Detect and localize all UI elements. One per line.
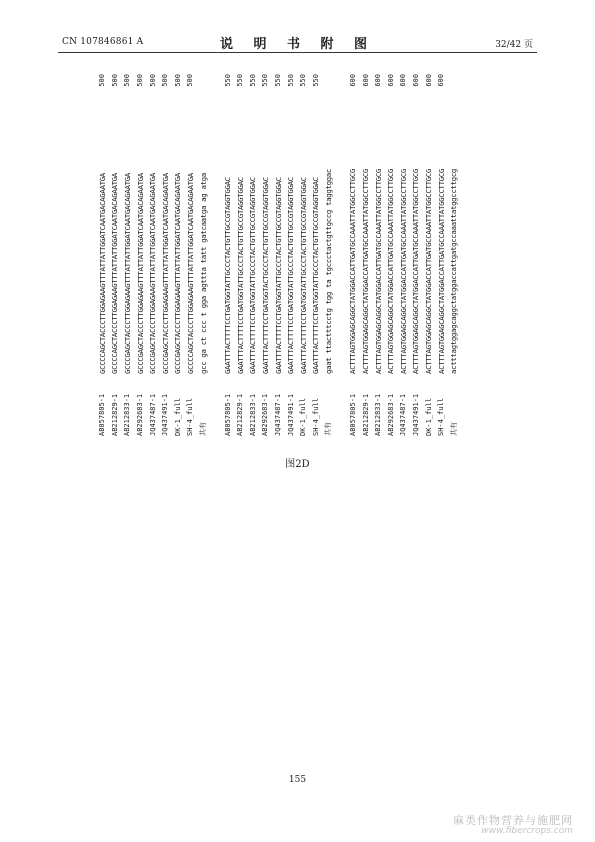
sequence-text: GAATTTACTTTTCCTGATGGTATTGCCCTACTGTTGCCGTAGGTGGAC <box>298 177 308 374</box>
sequence-row <box>347 66 360 436</box>
sequence-label: JQ437491-1 <box>286 393 295 436</box>
sequence-row <box>234 66 247 436</box>
sequence-row <box>184 66 197 436</box>
sequence-text: gaat ttactttcctg tgg ta tgccctactgttgccg taggtggac <box>323 169 333 374</box>
sequence-label: AB212829-1 <box>361 393 370 436</box>
sequence-label: AB292683-1 <box>261 393 270 436</box>
sequence-label: DK-1_full <box>299 398 308 436</box>
sequence-label: 共有 <box>199 422 208 436</box>
section-title: 说 明 书 附 图 <box>219 37 376 52</box>
sequence-row <box>284 66 297 436</box>
sequence-row <box>310 66 323 436</box>
sequence-text: GAATTTACTTTTCCTGATGGTATTGCCCTACTGTTGCCGTAGGTGGAC <box>273 177 283 374</box>
sequence-label: AB212829-1 <box>110 393 119 436</box>
sequence-label: AB212833-1 <box>374 393 383 436</box>
sequence-text: GCCCGAGCTACCCTTGGAGAAGTTTATTATTGGATCAATGACAGAATGA <box>173 173 183 374</box>
sequence-label: AB057805-1 <box>223 393 232 436</box>
position-number: 600 <box>386 74 395 87</box>
sequence-text: GAATTTACTTTTCCTGATGGTATTGCCCTACTGTTGCCGTAGGTGGAC <box>286 177 296 374</box>
sequence-text: ACTTTAGTGGAGCAGGCTATGGACCATTGATGCCAAATTATGGCCTTGCG <box>386 169 396 374</box>
position-number: 550 <box>248 74 257 87</box>
sequence-row <box>96 66 109 436</box>
position-number: 500 <box>161 74 170 87</box>
sequence-label: AB212829-1 <box>236 393 245 436</box>
figure-caption: 图2D <box>285 459 310 470</box>
sequence-row <box>359 66 372 436</box>
sequence-text: GCCCCAGCTACCCTTGGAGAAGTTTATTATTGGATCAATGACAGAATGA <box>97 173 107 374</box>
sequence-text: actttagtggagcaggctatggaccattgatgccaaattatggccttgcg <box>449 169 459 374</box>
sequence-text: GAATTTACTTTTCCTGATGGTATTGCCCTACTGTTGCCGTAGGTGGAC <box>223 177 233 374</box>
sequence-label: AB292683-1 <box>386 393 395 436</box>
sequence-label: 共有 <box>324 422 333 436</box>
position-number: 600 <box>399 74 408 87</box>
sequence-row <box>172 66 185 436</box>
sequence-label: SH-4_full <box>437 398 446 436</box>
sequence-text: GCCCCAGCTACCCTTGGAGAAGTTTATTATTGGATCAATGACAGAATGA <box>110 173 120 374</box>
rotated-alignment <box>96 66 472 436</box>
page-reference: 32/42 页 <box>495 40 533 50</box>
position-number: 500 <box>186 74 195 87</box>
watermark-url: www.fibercrops.com <box>481 826 573 836</box>
sequence-row <box>435 66 448 436</box>
page-number: 155 <box>288 775 307 785</box>
sequence-label: AB212833-1 <box>123 393 132 436</box>
sequence-row <box>259 66 272 436</box>
consensus-row <box>197 66 210 436</box>
sequence-row <box>221 66 234 436</box>
sequence-row <box>422 66 435 436</box>
position-number: 550 <box>274 74 283 87</box>
sequence-text: GCCCCAGCTACCCTTGGAGAAGTTTATTATTGGATCAATGACAGAATGA <box>185 173 195 374</box>
position-number: 600 <box>411 74 420 87</box>
sequence-label: JQ437487-1 <box>399 393 408 436</box>
sequence-text: ACTTTAGTGGAGCAGGCTATGGACCATTGATGCCAAATTATGGCCTTGCG <box>398 169 408 374</box>
position-number: 600 <box>374 74 383 87</box>
sequence-label: AB292683-1 <box>136 393 145 436</box>
sequence-text: ACTTTAGTGGAGCAGGCTATGGACCATTGATGCCAAATTATGGCCTTGCG <box>424 169 434 374</box>
position-number: 600 <box>348 74 357 87</box>
sequence-text: GAATTTACTTTTCCTGATGGTACTGCCCTACTGTTGCCGTAGGTGGAC <box>260 177 270 374</box>
sequence-row <box>397 66 410 436</box>
position-number: 550 <box>311 74 320 87</box>
position-number: 500 <box>148 74 157 87</box>
position-number: 550 <box>286 74 295 87</box>
sequence-text: GCCCGAGCTACCCTTGGAGAAGTTTATTATTGGATCAATGACAGAATGA <box>160 173 170 374</box>
sequence-row <box>121 66 134 436</box>
position-number: 500 <box>98 74 107 87</box>
consensus-row <box>322 66 335 436</box>
sequence-row <box>134 66 147 436</box>
sequence-row <box>247 66 260 436</box>
alignment-block <box>347 66 460 436</box>
sequence-text: ACTTTAGTGGAGCAGGCTATGGACCATTGATGCCAAATTATGGCCTTGCG <box>373 169 383 374</box>
sequence-row <box>146 66 159 436</box>
sequence-text: GAATTTACTTTTCCTGATGGTATTGCCCTACTGTTGCCGTAGGTGGAC <box>235 177 245 374</box>
sequence-text: gcc ga ct ccc t gga agttta tatt gatcaatga ag atga <box>198 173 208 374</box>
sequence-label: DK-1_full <box>424 398 433 436</box>
sequence-text: GCCCGAGCTACCCTTGGAGAAGTTTATTATTGGATCAATGACAGAATGA <box>122 173 132 374</box>
position-number: 500 <box>173 74 182 87</box>
sequence-row <box>272 66 285 436</box>
sequence-text: GCCCGAGCTACCCTTGGAGAAGTTTATTATTGGATCAATGACAGAATGA <box>135 173 145 374</box>
position-number: 600 <box>424 74 433 87</box>
position-number: 600 <box>437 74 446 87</box>
alignment-block <box>96 66 209 436</box>
sequence-row <box>109 66 122 436</box>
position-number: 550 <box>261 74 270 87</box>
patent-number: CN 107846861 A <box>62 37 144 47</box>
sequence-label: JQ437491-1 <box>411 393 420 436</box>
sequence-label: DK-1_full <box>173 398 182 436</box>
sequence-row <box>159 66 172 436</box>
position-number: 500 <box>136 74 145 87</box>
sequence-text: ACTTTAGTGGAGCAGGCTATGGACCATTGATGCCAAATTATGGCCTTGCG <box>436 169 446 374</box>
sequence-row <box>372 66 385 436</box>
sequence-label: AB057805-1 <box>98 393 107 436</box>
position-number: 500 <box>123 74 132 87</box>
alignment-block <box>221 66 334 436</box>
consensus-row <box>447 66 460 436</box>
sequence-label: JQ437487-1 <box>148 393 157 436</box>
sequence-row <box>384 66 397 436</box>
sequence-label: SH-4_full <box>186 398 195 436</box>
sequence-text: GAATTTACTTTTCCTGATGGTATTGCCCTACTGTTGCCGTAGGTGGAC <box>311 177 321 374</box>
sequence-label: JQ437487-1 <box>274 393 283 436</box>
sequence-text: ACTTTAGTGGAGCAGGCTATGGACCATTGATGCCAAATTATGGCCTTGCG <box>411 169 421 374</box>
position-number: 550 <box>236 74 245 87</box>
sequence-text: ACTTTAGTGGAGCAGGCTATGGACCATTGATGCCAAATTATGGCCTTGCG <box>361 169 371 374</box>
position-number: 600 <box>361 74 370 87</box>
sequence-label: AB212833-1 <box>248 393 257 436</box>
sequence-label: SH-4_full <box>311 398 320 436</box>
sequence-text: GCCCGAGCTACCCTTGGAGAAGTTTATTATTGGATCAATGACAGAATGA <box>148 173 158 374</box>
position-number: 500 <box>110 74 119 87</box>
watermark-text: 麻类作物营养与施肥网 <box>453 814 573 827</box>
sequence-label: AB057805-1 <box>348 393 357 436</box>
sequence-text: GAATTTACTTTTCCTGATGGTATTGCCCTACTGTTGCCGTAGGTGGAC <box>248 177 258 374</box>
sequence-row <box>410 66 423 436</box>
sequence-text: ACTTTAGTGGAGCAGGCTATGGACCATTGATGCCAAATTATGGCCTTGCG <box>348 169 358 374</box>
sequence-row <box>297 66 310 436</box>
position-number: 550 <box>223 74 232 87</box>
sequence-label: 共有 <box>449 422 458 436</box>
sequence-label: JQ437491-1 <box>161 393 170 436</box>
position-number: 550 <box>299 74 308 87</box>
